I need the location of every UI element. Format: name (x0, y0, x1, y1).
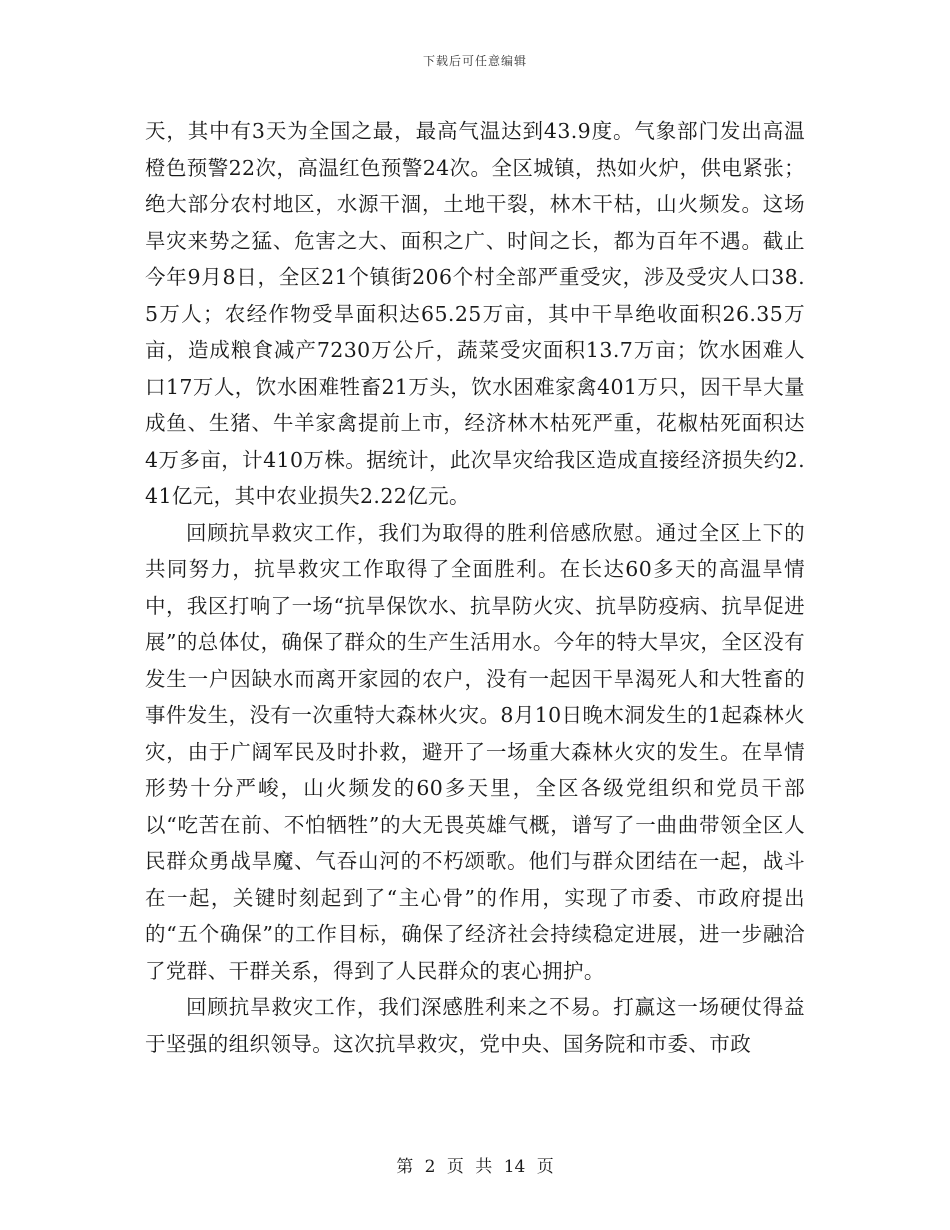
paragraph-1: 天，其中有3天为全国之最，最高气温达到43.9度。气象部门发出高温橙色预警22次，高温红色预警24次。全区城镇，热如火炉，供电紧张；绝大部分农村地区，水源干涸，土地干裂，林木干枯，山火频发。这场旱灾来势之猛、危害之大、面积之广、时间之长，都为百年不遇。截止今年9月8日，全区21个镇街206个村全部严重受灾，涉及受灾人口38.5万人；农经作物受旱面积达65.25万亩，其中干旱绝收面积26.35万亩，造成粮食减产7230万公斤，蔬菜受灾面积13.7万亩；饮水困难人口17万人，饮水困难牲畜21万头，饮水困难家禽401万只，因干旱大量成鱼、生猪、牛羊家禽提前上市，经济林木枯死严重，花椒枯死面积达4万多亩，计410万株。据统计，此次旱灾给我区造成直接经济损失约2.41亿元，其中农业损失2.22亿元。 (145, 119, 805, 508)
paragraph-2: 回顾抗旱救灾工作，我们为取得的胜利倍感欣慰。通过全区上下的共同努力，抗旱救灾工作取得了全面胜利。在长达60多天的高温旱情中，我区打响了一场“抗旱保饮水、抗旱防火灾、抗旱防疫病、抗旱促进展”的总体仗，确保了群众的生产生活用水。今年的特大旱灾，全区没有发生一户因缺水而离开家园的农户，没有一起因干旱渴死人和大牲畜的事件发生，没有一次重特大森林火灾。8月10日晚木洞发生的1起森林火灾，由于广阔军民及时扑救，避开了一场重大森林火灾的发生。在旱情形势十分严峻，山火频发的60多天里，全区各级党组织和党员干部以“吃苦在前、不怕牺牲”的大无畏英雄气概，谱写了一曲曲带领全区人民群众勇战旱魔、气吞山河的不朽颂歌。他们与群众团结在一起，战斗在一起，关键时刻起到了“主心骨”的作用，实现了市委、市政府提出的“五个确保”的工作目标，确保了经济社会持续稳定进展，进一步融洽了党群、干群关系，得到了人民群众的衷心拥护。 (145, 520, 805, 983)
page-header-note: 下载后可任意编辑 (422, 54, 527, 68)
document-body (145, 113, 805, 1062)
paragraph-3: 回顾抗旱救灾工作，我们深感胜利来之不易。打赢这一场硬仗得益于坚强的组织领导。这次抗旱救灾，党中央、国务院和市委、市政 (145, 995, 805, 1056)
page-number-footer: 第 2 页 共 14 页 (396, 1157, 554, 1177)
